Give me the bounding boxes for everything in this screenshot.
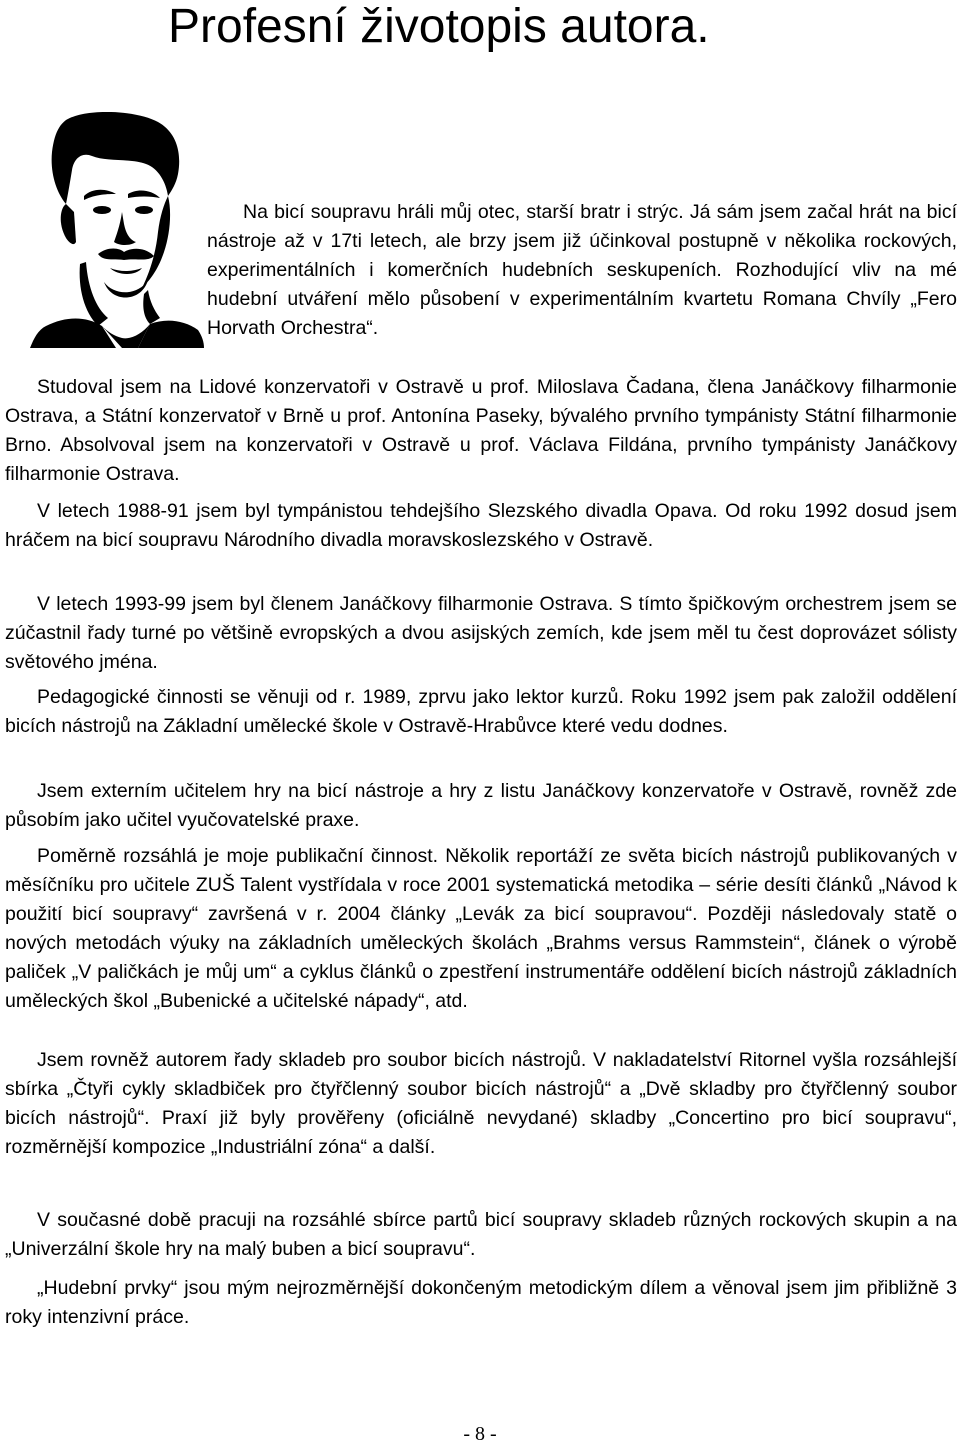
paragraph-current-work: V současné době pracuji na rozsáhlé sbírce partů bicí soupravy skladeb různých rockových skupin a na „Univerzální škole hry na malý buben a bicí soupravu“.	[5, 1209, 957, 1260]
paragraph-musical-elements: „Hudební prvky“ jsou mým nejrozměrnější dokončeným metodickým dílem a věnoval jsem jim přibližně 3 roky intenzivní práce.	[5, 1277, 957, 1328]
portrait-hair	[52, 112, 180, 204]
paragraph-studies: Studoval jsem na Lidové konzervatoři v Ostravě u prof. Miloslava Čadana, člena Janáčkovy filharmonie Ostrava, a Státní konzervatoř v Brně u prof. Antonína Paseky, bývalého prvního tympánisty Státní filharmonie Brno. Absolvoval jsem na konzervatoři v Ostravě u prof. Václava Fildána, prvního tympánisty Janáčkovy filharmonie Ostrava.	[5, 376, 957, 485]
portrait-shirt-right	[138, 321, 204, 348]
portrait-left-eye	[93, 206, 111, 214]
paragraph-philharmonic: V letech 1993-99 jsem byl členem Janáčkovy filharmonie Ostrava. S tímto špičkovým orchestrem jsem se zúčastnil řady turné po většině evropských a dvou asijských zemích, kde jsem měl tu čest doprovázet sólisty světového jména.	[5, 593, 957, 673]
paragraph-compositions: Jsem rovněž autorem řady skladeb pro soubor bicích nástrojů. V nakladatelství Ritornel vyšla rozsáhlejší sbírka „Čtyři cykly skladbiček pro čtyřčlenný soubor bicích nástrojů“ a „Dvě skladby pro čtyřčlenný soubor bicích nástrojů“. Praxí již byly prověřeny (oficiálně nevydané) skladby „Concertino pro bicí soupravu“, rozměrnější kompozice „Industriální zóna“ a další.	[5, 1049, 957, 1158]
page-number: - 8 -	[463, 1423, 497, 1445]
portrait-image	[26, 112, 206, 348]
paragraph-pedagogy: Pedagogické činnosti se věnuji od r. 1989, zprvu jako lektor kurzů. Roku 1992 jsem pak založil oddělení bicích nástrojů na Základní umělecké škole v Ostravě-Hrabůvce které vedu dodnes.	[5, 686, 957, 737]
portrait-collar	[30, 319, 116, 349]
portrait-right-eye	[135, 206, 153, 214]
portrait-right-eyebrow	[128, 191, 160, 198]
portrait-ear	[61, 204, 76, 244]
portrait-neck-right	[143, 290, 160, 324]
paragraph-intro: Na bicí soupravu hráli můj otec, starší bratr i strýc. Já sám jsem začal hrát na bicí nástroje až v 17ti letech, ale brzy jsem již účinkoval postupně v několika rockových, experimentálních i komerčních hudebních seskupeních. Rozhodující vliv na mé hudební utváření mělo působení v experimentálním kvartetu Romana Chvíly „Fero Horvath Orchestra“.	[207, 201, 957, 339]
portrait-neck	[80, 262, 108, 326]
portrait-left-eyebrow	[84, 190, 116, 200]
paragraph-opava: V letech 1988-91 jsem byl tympánistou tehdejšího Slezského divadla Opava. Od roku 1992 dosud jsem hráčem na bicí soupravu Národního divadla moravskoslezského v Ostravě.	[5, 500, 957, 551]
portrait-chin	[104, 280, 148, 298]
paragraph-external-teacher: Jsem externím učitelem hry na bicí nástroje a hry z listu Janáčkovy konzervatoře v Ostravě, rovněž zde působím jako učitel vyučovatelské praxe.	[5, 780, 957, 831]
portrait-moustache	[98, 249, 154, 261]
page-title: Profesní životopis autora.	[168, 0, 710, 53]
portrait-nose	[114, 212, 136, 245]
portrait-mouth	[110, 268, 142, 274]
paragraph-publications: Poměrně rozsáhlá je moje publikační činnost. Několik reportáží ze světa bicích nástrojů publikovaných v měsíčníku pro učitele ZUŠ Talent vystřídala v roce 2001 systematická metodika – série desíti článků „Návod k použití bicí soupravy“ završená v r. 2004 články „Levák za bicí soupravou“. Později následovaly statě o nových metodách výuky na základních uměleckých školách „Brahms versus Rammstein“, článek o výrobě paliček „V paličkách je můj um“ a cyklus článků o zpestření instrumentáře oddělení bicích nástrojů základních uměleckých škol „Bubenické a učitelské nápady“, atd.	[5, 845, 957, 1012]
